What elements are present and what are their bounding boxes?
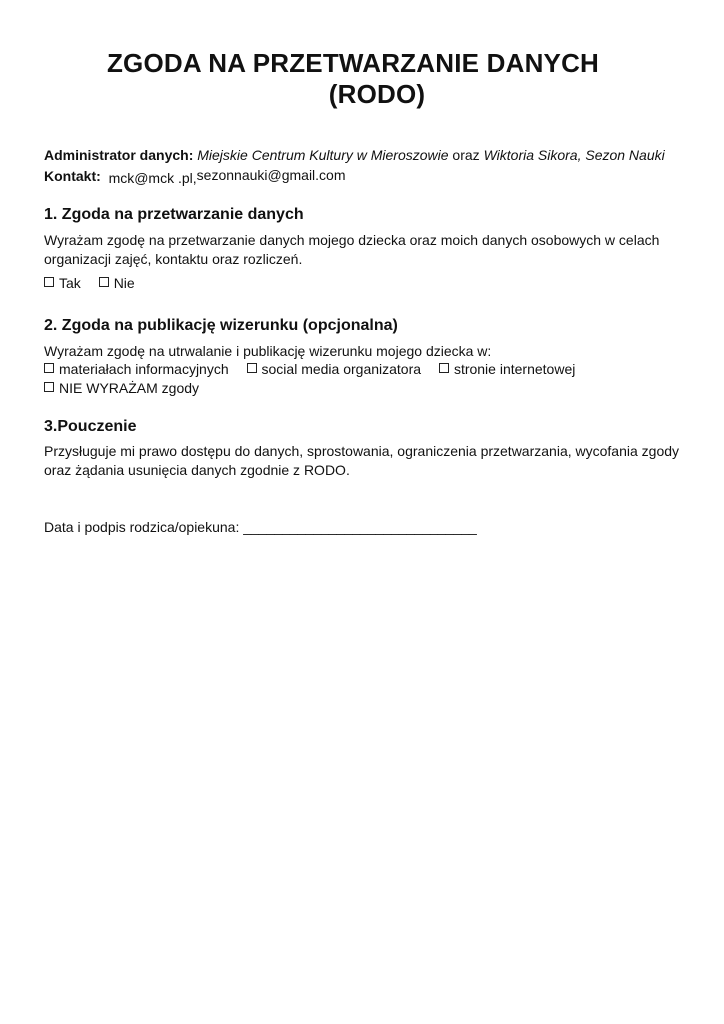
- contact-line: [44, 167, 346, 185]
- section-2-heading: 2. Zgoda na publikację wizerunku (opcjonalna): [44, 317, 398, 334]
- option-tak[interactable]: [44, 274, 81, 293]
- title-line-1: ZGODA NA PRZETWARZANIE DANYCH: [106, 48, 600, 78]
- section-2-options: [44, 360, 684, 379]
- administrator-conjunction: oraz: [448, 147, 484, 163]
- administrator-line: [44, 146, 665, 164]
- administrator-name-2: Wiktoria Sikora, Sezon Nauki: [483, 147, 665, 163]
- contact-email-1: mck@mck .pl,: [108, 170, 197, 186]
- option-social-media-label: social media organizatora: [261, 361, 422, 377]
- checkbox-icon[interactable]: [44, 277, 54, 287]
- option-strona[interactable]: [439, 360, 575, 379]
- checkbox-icon[interactable]: [99, 277, 109, 287]
- section-1-text: Wyrażam zgodę na przetwarzanie danych mojego dziecka oraz moich danych osobowych w celach organizacji zajęć, kontaktu oraz rozliczeń.: [44, 232, 660, 267]
- option-nie[interactable]: [99, 274, 135, 293]
- section-3-heading: 3.Pouczenie: [44, 418, 137, 435]
- signature-label: Data i podpis rodzica/opiekuna:: [44, 519, 240, 535]
- option-strona-label: stronie internetowej: [453, 361, 576, 377]
- administrator-label: Administrator danych:: [44, 147, 194, 163]
- page-title: [0, 48, 724, 110]
- section-1-options: [44, 274, 684, 293]
- option-materialy-label: materiałach informacyjnych: [59, 361, 229, 377]
- option-tak-label: Tak: [59, 275, 81, 291]
- contact-label: Kontakt:: [44, 168, 101, 184]
- section-2-decline: [44, 379, 684, 398]
- option-decline[interactable]: [44, 379, 199, 398]
- checkbox-icon[interactable]: [439, 363, 449, 373]
- option-social-media[interactable]: [247, 360, 422, 379]
- option-nie-label: Nie: [113, 275, 135, 291]
- option-decline-label: NIE WYRAŻAM zgody: [59, 380, 200, 396]
- title-line-2: (RODO): [328, 79, 426, 109]
- administrator-name-1: Miejskie Centrum Kultury w Mieroszowie: [197, 147, 449, 163]
- option-materialy[interactable]: [44, 360, 229, 379]
- section-3-text: Przysługuje mi prawo dostępu do danych, sprostowania, ograniczenia przetwarzania, wycofania zgody oraz żądania usunięcia danych zgodnie z RODO.: [44, 443, 680, 478]
- checkbox-icon[interactable]: [44, 382, 54, 392]
- section-1-heading: 1. Zgoda na przetwarzanie danych: [44, 206, 304, 223]
- signature-line: [44, 518, 684, 537]
- checkbox-icon[interactable]: [247, 363, 257, 373]
- contact-email-2: sezonnauki@gmail.com: [196, 167, 346, 183]
- section-2-text: Wyrażam zgodę na utrwalanie i publikację wizerunku mojego dziecka w:: [44, 343, 492, 359]
- signature-field[interactable]: ______________________________: [243, 519, 477, 535]
- checkbox-icon[interactable]: [44, 363, 54, 373]
